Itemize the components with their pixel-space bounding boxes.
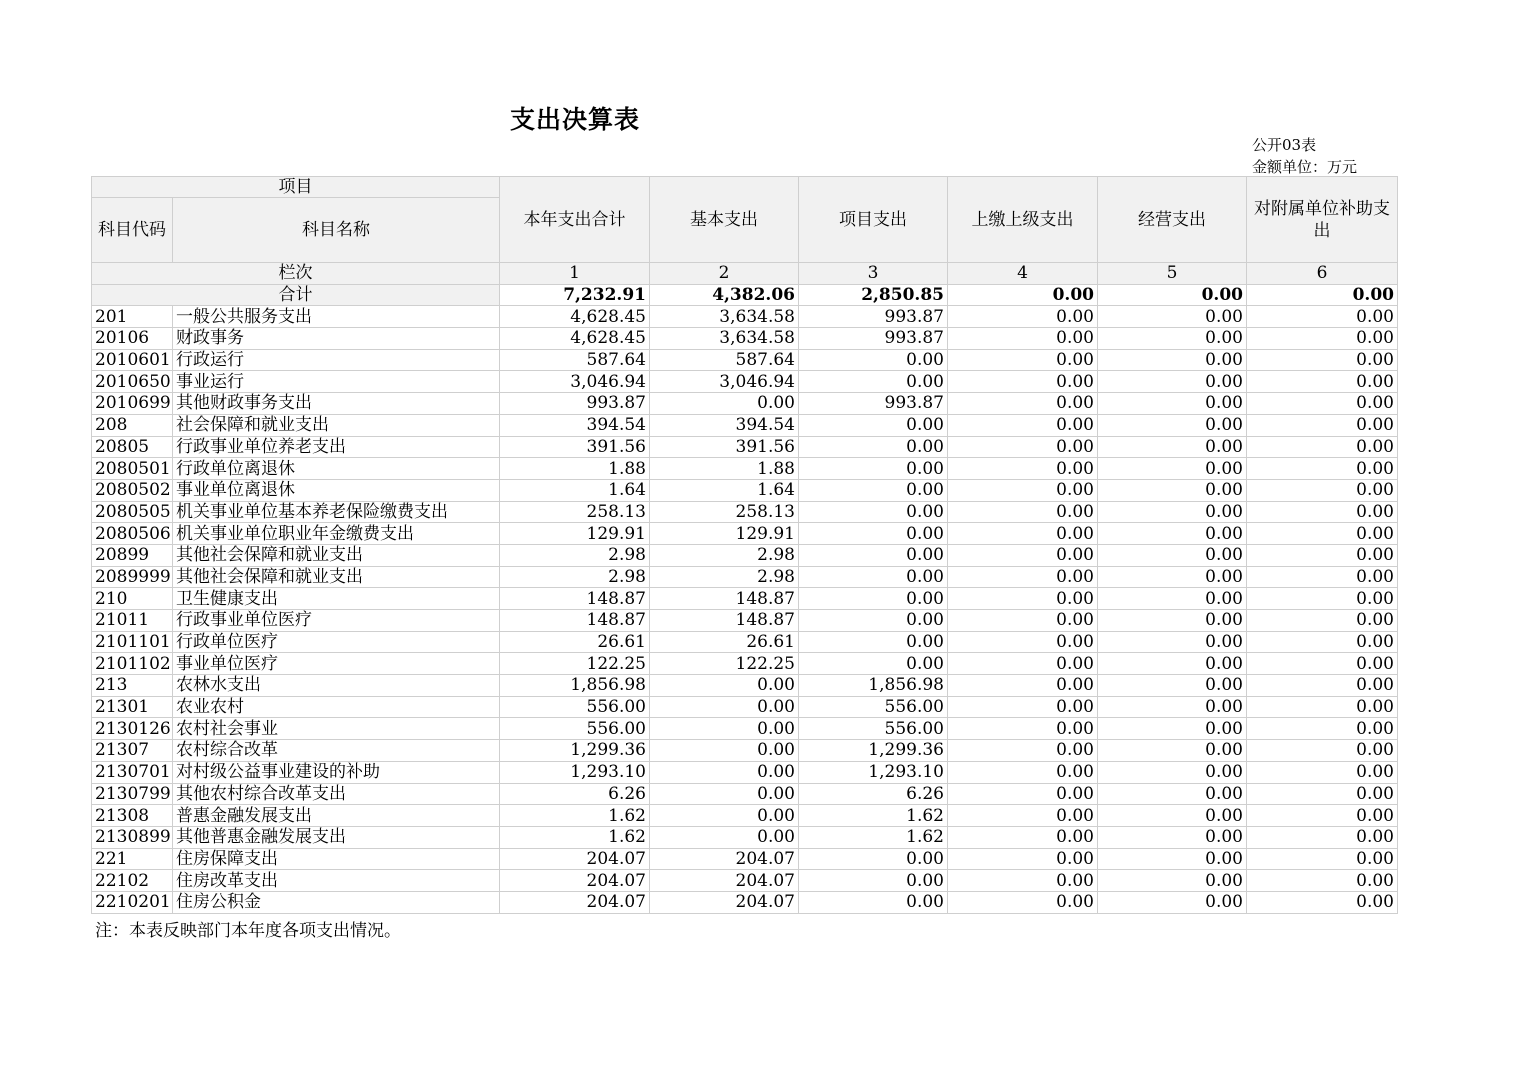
amount-cell: 0.00 — [799, 870, 948, 892]
subject-name: 行政单位离退休 — [173, 458, 500, 480]
row-number: 1 — [500, 263, 650, 285]
subject-name: 行政事业单位医疗 — [173, 610, 500, 632]
row-number: 3 — [799, 263, 948, 285]
table-row — [92, 393, 1398, 415]
table-row — [92, 349, 1398, 371]
amount-cell: 1.88 — [650, 458, 799, 480]
subject-code: 2130899 — [92, 826, 173, 848]
amount-cell: 2.98 — [650, 544, 799, 566]
header-row-1 — [92, 177, 1398, 198]
amount-cell: 6.26 — [500, 783, 650, 805]
amount-cell: 0.00 — [799, 566, 948, 588]
amount-cell: 6.26 — [799, 783, 948, 805]
amount-cell: 0.00 — [799, 544, 948, 566]
table-row — [92, 826, 1398, 848]
amount-cell: 204.07 — [500, 891, 650, 913]
subject-code: 2080501 — [92, 458, 173, 480]
subject-code: 2080505 — [92, 501, 173, 523]
subject-name: 其他社会保障和就业支出 — [173, 544, 500, 566]
row-number: 5 — [1098, 263, 1247, 285]
subject-name: 财政事务 — [173, 328, 500, 350]
subject-name: 其他社会保障和就业支出 — [173, 566, 500, 588]
subject-name: 农村社会事业 — [173, 718, 500, 740]
amount-cell: 0.00 — [1098, 349, 1247, 371]
amount-cell: 0.00 — [948, 870, 1098, 892]
amount-cell: 0.00 — [650, 826, 799, 848]
amount-cell: 993.87 — [799, 306, 948, 328]
amount-cell: 3,046.94 — [500, 371, 650, 393]
amount-cell: 0.00 — [1247, 393, 1398, 415]
amount-cell: 0.00 — [948, 458, 1098, 480]
amount-cell: 0.00 — [948, 479, 1098, 501]
subject-name: 其他普惠金融发展支出 — [173, 826, 500, 848]
subject-code: 20106 — [92, 328, 173, 350]
amount-cell: 3,046.94 — [650, 371, 799, 393]
subject-name: 事业单位医疗 — [173, 653, 500, 675]
total-value: 2,850.85 — [799, 284, 948, 306]
amount-cell: 148.87 — [650, 588, 799, 610]
amount-cell: 0.00 — [948, 523, 1098, 545]
amount-cell: 26.61 — [500, 631, 650, 653]
amount-cell: 0.00 — [948, 631, 1098, 653]
amount-cell: 0.00 — [948, 653, 1098, 675]
subject-code: 2010601 — [92, 349, 173, 371]
amount-cell: 122.25 — [500, 653, 650, 675]
table-row — [92, 610, 1398, 632]
amount-cell: 587.64 — [500, 349, 650, 371]
header-code: 科目代码 — [92, 198, 173, 263]
amount-cell: 0.00 — [799, 479, 948, 501]
amount-cell: 391.56 — [650, 436, 799, 458]
amount-cell: 556.00 — [799, 696, 948, 718]
amount-cell: 556.00 — [500, 696, 650, 718]
subject-code: 2010650 — [92, 371, 173, 393]
amount-cell: 0.00 — [1098, 393, 1247, 415]
subject-code: 22102 — [92, 870, 173, 892]
subject-code: 2080502 — [92, 479, 173, 501]
amount-cell: 122.25 — [650, 653, 799, 675]
subject-name: 住房公积金 — [173, 891, 500, 913]
subject-name: 住房保障支出 — [173, 848, 500, 870]
table-row — [92, 653, 1398, 675]
header-col1: 本年支出合计 — [500, 177, 650, 263]
table-row — [92, 588, 1398, 610]
amount-cell: 0.00 — [1098, 458, 1247, 480]
amount-cell: 0.00 — [948, 718, 1098, 740]
total-value: 7,232.91 — [500, 284, 650, 306]
subject-code: 221 — [92, 848, 173, 870]
total-label: 合计 — [92, 284, 500, 306]
subject-code: 2210201 — [92, 891, 173, 913]
amount-cell: 0.00 — [1247, 414, 1398, 436]
amount-cell: 1.62 — [799, 805, 948, 827]
form-number: 公开03表 — [1252, 136, 1317, 154]
amount-cell: 4,628.45 — [500, 306, 650, 328]
amount-cell: 1,856.98 — [500, 675, 650, 697]
subject-name: 其他财政事务支出 — [173, 393, 500, 415]
amount-cell: 0.00 — [1247, 588, 1398, 610]
amount-cell: 0.00 — [948, 566, 1098, 588]
header-col2: 基本支出 — [650, 177, 799, 263]
amount-cell: 1.64 — [650, 479, 799, 501]
subject-name: 普惠金融发展支出 — [173, 805, 500, 827]
amount-cell: 1.62 — [500, 826, 650, 848]
amount-cell: 0.00 — [1098, 783, 1247, 805]
subject-name: 一般公共服务支出 — [173, 306, 500, 328]
amount-cell: 0.00 — [948, 740, 1098, 762]
amount-cell: 1.88 — [500, 458, 650, 480]
amount-cell: 0.00 — [1247, 653, 1398, 675]
amount-cell: 0.00 — [799, 653, 948, 675]
amount-cell: 993.87 — [799, 328, 948, 350]
amount-cell: 3,634.58 — [650, 328, 799, 350]
subject-code: 2101102 — [92, 653, 173, 675]
row-number: 2 — [650, 263, 799, 285]
amount-cell: 2.98 — [500, 566, 650, 588]
amount-cell: 0.00 — [1247, 740, 1398, 762]
amount-cell: 148.87 — [650, 610, 799, 632]
table-row — [92, 566, 1398, 588]
table-row — [92, 805, 1398, 827]
amount-cell: 0.00 — [1247, 826, 1398, 848]
subject-code: 2101101 — [92, 631, 173, 653]
subject-code: 2010699 — [92, 393, 173, 415]
amount-cell: 1,299.36 — [500, 740, 650, 762]
amount-cell: 0.00 — [1098, 371, 1247, 393]
header-col5: 经营支出 — [1098, 177, 1247, 263]
subject-code: 2130126 — [92, 718, 173, 740]
amount-cell: 0.00 — [1098, 870, 1247, 892]
row-number-label: 栏次 — [92, 263, 500, 285]
amount-cell: 1,293.10 — [799, 761, 948, 783]
amount-cell: 0.00 — [1247, 479, 1398, 501]
amount-cell: 0.00 — [650, 740, 799, 762]
amount-cell: 258.13 — [500, 501, 650, 523]
header-item: 项目 — [92, 177, 500, 198]
amount-cell: 0.00 — [799, 610, 948, 632]
amount-cell: 204.07 — [500, 848, 650, 870]
amount-cell: 0.00 — [1247, 306, 1398, 328]
amount-cell: 587.64 — [650, 349, 799, 371]
amount-cell: 1,856.98 — [799, 675, 948, 697]
amount-cell: 0.00 — [1098, 566, 1247, 588]
amount-cell: 0.00 — [799, 523, 948, 545]
amount-cell: 993.87 — [500, 393, 650, 415]
table-meta — [1252, 134, 1357, 178]
subject-code: 21308 — [92, 805, 173, 827]
subject-code: 213 — [92, 675, 173, 697]
amount-cell: 2.98 — [650, 566, 799, 588]
amount-cell: 0.00 — [799, 458, 948, 480]
amount-cell: 0.00 — [650, 393, 799, 415]
subject-code: 210 — [92, 588, 173, 610]
amount-cell: 0.00 — [948, 761, 1098, 783]
amount-cell: 0.00 — [1098, 718, 1247, 740]
amount-cell: 0.00 — [1098, 761, 1247, 783]
amount-cell: 1,293.10 — [500, 761, 650, 783]
amount-cell: 0.00 — [799, 631, 948, 653]
table-row — [92, 328, 1398, 350]
amount-cell: 0.00 — [799, 436, 948, 458]
subject-code: 20899 — [92, 544, 173, 566]
amount-cell: 0.00 — [948, 501, 1098, 523]
table-row — [92, 891, 1398, 913]
amount-cell: 129.91 — [650, 523, 799, 545]
amount-cell: 0.00 — [1098, 523, 1247, 545]
amount-cell: 0.00 — [1098, 848, 1247, 870]
table-row — [92, 479, 1398, 501]
amount-cell: 0.00 — [650, 805, 799, 827]
amount-cell: 0.00 — [1247, 891, 1398, 913]
amount-cell: 0.00 — [948, 610, 1098, 632]
subject-name: 社会保障和就业支出 — [173, 414, 500, 436]
total-row — [92, 284, 1398, 306]
amount-cell: 0.00 — [948, 414, 1098, 436]
amount-cell: 0.00 — [948, 805, 1098, 827]
amount-cell: 0.00 — [948, 588, 1098, 610]
amount-cell: 0.00 — [1247, 696, 1398, 718]
amount-cell: 0.00 — [948, 349, 1098, 371]
amount-cell: 556.00 — [500, 718, 650, 740]
amount-cell: 0.00 — [799, 414, 948, 436]
amount-cell: 0.00 — [1098, 805, 1247, 827]
amount-cell: 204.07 — [650, 891, 799, 913]
amount-cell: 0.00 — [948, 783, 1098, 805]
amount-cell: 0.00 — [948, 826, 1098, 848]
amount-cell: 0.00 — [650, 783, 799, 805]
amount-cell: 0.00 — [948, 328, 1098, 350]
table-row — [92, 718, 1398, 740]
row-number: 4 — [948, 263, 1098, 285]
amount-cell: 4,628.45 — [500, 328, 650, 350]
total-value: 4,382.06 — [650, 284, 799, 306]
row-number-row — [92, 263, 1398, 285]
amount-cell: 1.62 — [799, 826, 948, 848]
total-value: 0.00 — [1247, 284, 1398, 306]
amount-cell: 0.00 — [650, 761, 799, 783]
subject-name: 行政单位医疗 — [173, 631, 500, 653]
amount-cell: 0.00 — [1098, 479, 1247, 501]
amount-cell: 0.00 — [1247, 436, 1398, 458]
amount-cell: 0.00 — [1098, 544, 1247, 566]
subject-name: 住房改革支出 — [173, 870, 500, 892]
amount-cell: 1,299.36 — [799, 740, 948, 762]
amount-cell: 0.00 — [1098, 306, 1247, 328]
subject-name: 行政事业单位养老支出 — [173, 436, 500, 458]
table-row — [92, 501, 1398, 523]
amount-cell: 0.00 — [1247, 805, 1398, 827]
subject-name: 农业农村 — [173, 696, 500, 718]
amount-cell: 0.00 — [1098, 740, 1247, 762]
amount-cell: 0.00 — [1098, 653, 1247, 675]
page-title: 支出决算表 — [510, 105, 641, 134]
amount-cell: 0.00 — [1247, 610, 1398, 632]
subject-name: 机关事业单位职业年金缴费支出 — [173, 523, 500, 545]
amount-cell: 0.00 — [1098, 631, 1247, 653]
subject-name: 农村综合改革 — [173, 740, 500, 762]
amount-cell: 1.62 — [500, 805, 650, 827]
subject-code: 21011 — [92, 610, 173, 632]
amount-cell: 0.00 — [948, 436, 1098, 458]
subject-name: 农林水支出 — [173, 675, 500, 697]
amount-cell: 0.00 — [1247, 501, 1398, 523]
amount-cell: 0.00 — [1098, 501, 1247, 523]
table-row — [92, 436, 1398, 458]
table-row — [92, 848, 1398, 870]
subject-name: 事业运行 — [173, 371, 500, 393]
amount-cell: 0.00 — [650, 718, 799, 740]
table-note: 注：本表反映部门本年度各项支出情况。 — [95, 921, 401, 941]
amount-cell: 0.00 — [799, 891, 948, 913]
subject-code: 20805 — [92, 436, 173, 458]
amount-cell: 258.13 — [650, 501, 799, 523]
amount-cell: 3,634.58 — [650, 306, 799, 328]
header-name: 科目名称 — [173, 198, 500, 263]
amount-cell: 0.00 — [948, 675, 1098, 697]
expenditure-table — [91, 176, 1398, 914]
amount-cell: 0.00 — [1247, 328, 1398, 350]
amount-cell: 0.00 — [799, 588, 948, 610]
amount-cell: 204.07 — [650, 870, 799, 892]
amount-cell: 0.00 — [1247, 783, 1398, 805]
subject-name: 卫生健康支出 — [173, 588, 500, 610]
amount-cell: 0.00 — [1247, 523, 1398, 545]
subject-code: 2080506 — [92, 523, 173, 545]
subject-code: 208 — [92, 414, 173, 436]
table-row — [92, 306, 1398, 328]
amount-cell: 0.00 — [1247, 349, 1398, 371]
amount-cell: 0.00 — [1098, 696, 1247, 718]
amount-cell: 394.54 — [650, 414, 799, 436]
amount-cell: 148.87 — [500, 610, 650, 632]
total-value: 0.00 — [1098, 284, 1247, 306]
amount-cell: 0.00 — [948, 371, 1098, 393]
subject-name: 事业单位离退休 — [173, 479, 500, 501]
table-row — [92, 371, 1398, 393]
subject-code: 2130799 — [92, 783, 173, 805]
amount-cell: 129.91 — [500, 523, 650, 545]
amount-cell: 0.00 — [799, 371, 948, 393]
amount-cell: 0.00 — [1247, 566, 1398, 588]
amount-cell: 0.00 — [1247, 675, 1398, 697]
header-col3: 项目支出 — [799, 177, 948, 263]
amount-cell: 391.56 — [500, 436, 650, 458]
amount-cell: 0.00 — [948, 393, 1098, 415]
amount-cell: 0.00 — [1098, 436, 1247, 458]
total-value: 0.00 — [948, 284, 1098, 306]
amount-cell: 2.98 — [500, 544, 650, 566]
amount-cell: 204.07 — [500, 870, 650, 892]
amount-cell: 0.00 — [948, 848, 1098, 870]
header-col4: 上缴上级支出 — [948, 177, 1098, 263]
amount-cell: 0.00 — [1098, 414, 1247, 436]
table-row — [92, 740, 1398, 762]
table-row — [92, 761, 1398, 783]
amount-cell: 0.00 — [1098, 891, 1247, 913]
amount-unit: 金额单位：万元 — [1252, 158, 1358, 176]
amount-cell: 0.00 — [1247, 761, 1398, 783]
subject-code: 21307 — [92, 740, 173, 762]
amount-cell: 0.00 — [1098, 328, 1247, 350]
table-row — [92, 870, 1398, 892]
amount-cell: 0.00 — [799, 848, 948, 870]
table-body — [92, 177, 1398, 914]
amount-cell: 0.00 — [948, 891, 1098, 913]
amount-cell: 993.87 — [799, 393, 948, 415]
amount-cell: 0.00 — [1098, 826, 1247, 848]
amount-cell: 0.00 — [1247, 631, 1398, 653]
row-number: 6 — [1247, 263, 1398, 285]
amount-cell: 0.00 — [1098, 675, 1247, 697]
amount-cell: 0.00 — [1247, 458, 1398, 480]
amount-cell: 1.64 — [500, 479, 650, 501]
amount-cell: 0.00 — [650, 696, 799, 718]
subject-code: 2089999 — [92, 566, 173, 588]
amount-cell: 0.00 — [1247, 870, 1398, 892]
table-row — [92, 523, 1398, 545]
table-row — [92, 458, 1398, 480]
amount-cell: 26.61 — [650, 631, 799, 653]
subject-name: 机关事业单位基本养老保险缴费支出 — [173, 501, 500, 523]
header-col6: 对附属单位补助支出 — [1247, 177, 1398, 263]
amount-cell: 394.54 — [500, 414, 650, 436]
amount-cell: 148.87 — [500, 588, 650, 610]
table-row — [92, 414, 1398, 436]
subject-code: 21301 — [92, 696, 173, 718]
amount-cell: 0.00 — [1247, 371, 1398, 393]
table-row — [92, 631, 1398, 653]
subject-code: 201 — [92, 306, 173, 328]
table-row — [92, 675, 1398, 697]
table-row — [92, 544, 1398, 566]
amount-cell: 0.00 — [1247, 718, 1398, 740]
amount-cell: 0.00 — [1098, 610, 1247, 632]
amount-cell: 0.00 — [1247, 848, 1398, 870]
amount-cell: 0.00 — [948, 306, 1098, 328]
amount-cell: 0.00 — [948, 696, 1098, 718]
amount-cell: 0.00 — [1098, 588, 1247, 610]
amount-cell: 0.00 — [799, 501, 948, 523]
table-row — [92, 783, 1398, 805]
amount-cell: 0.00 — [948, 544, 1098, 566]
subject-name: 对村级公益事业建设的补助 — [173, 761, 500, 783]
amount-cell: 556.00 — [799, 718, 948, 740]
subject-name: 其他农村综合改革支出 — [173, 783, 500, 805]
amount-cell: 204.07 — [650, 848, 799, 870]
amount-cell: 0.00 — [1247, 544, 1398, 566]
subject-name: 行政运行 — [173, 349, 500, 371]
table-row — [92, 696, 1398, 718]
amount-cell: 0.00 — [799, 349, 948, 371]
subject-code: 2130701 — [92, 761, 173, 783]
amount-cell: 0.00 — [650, 675, 799, 697]
